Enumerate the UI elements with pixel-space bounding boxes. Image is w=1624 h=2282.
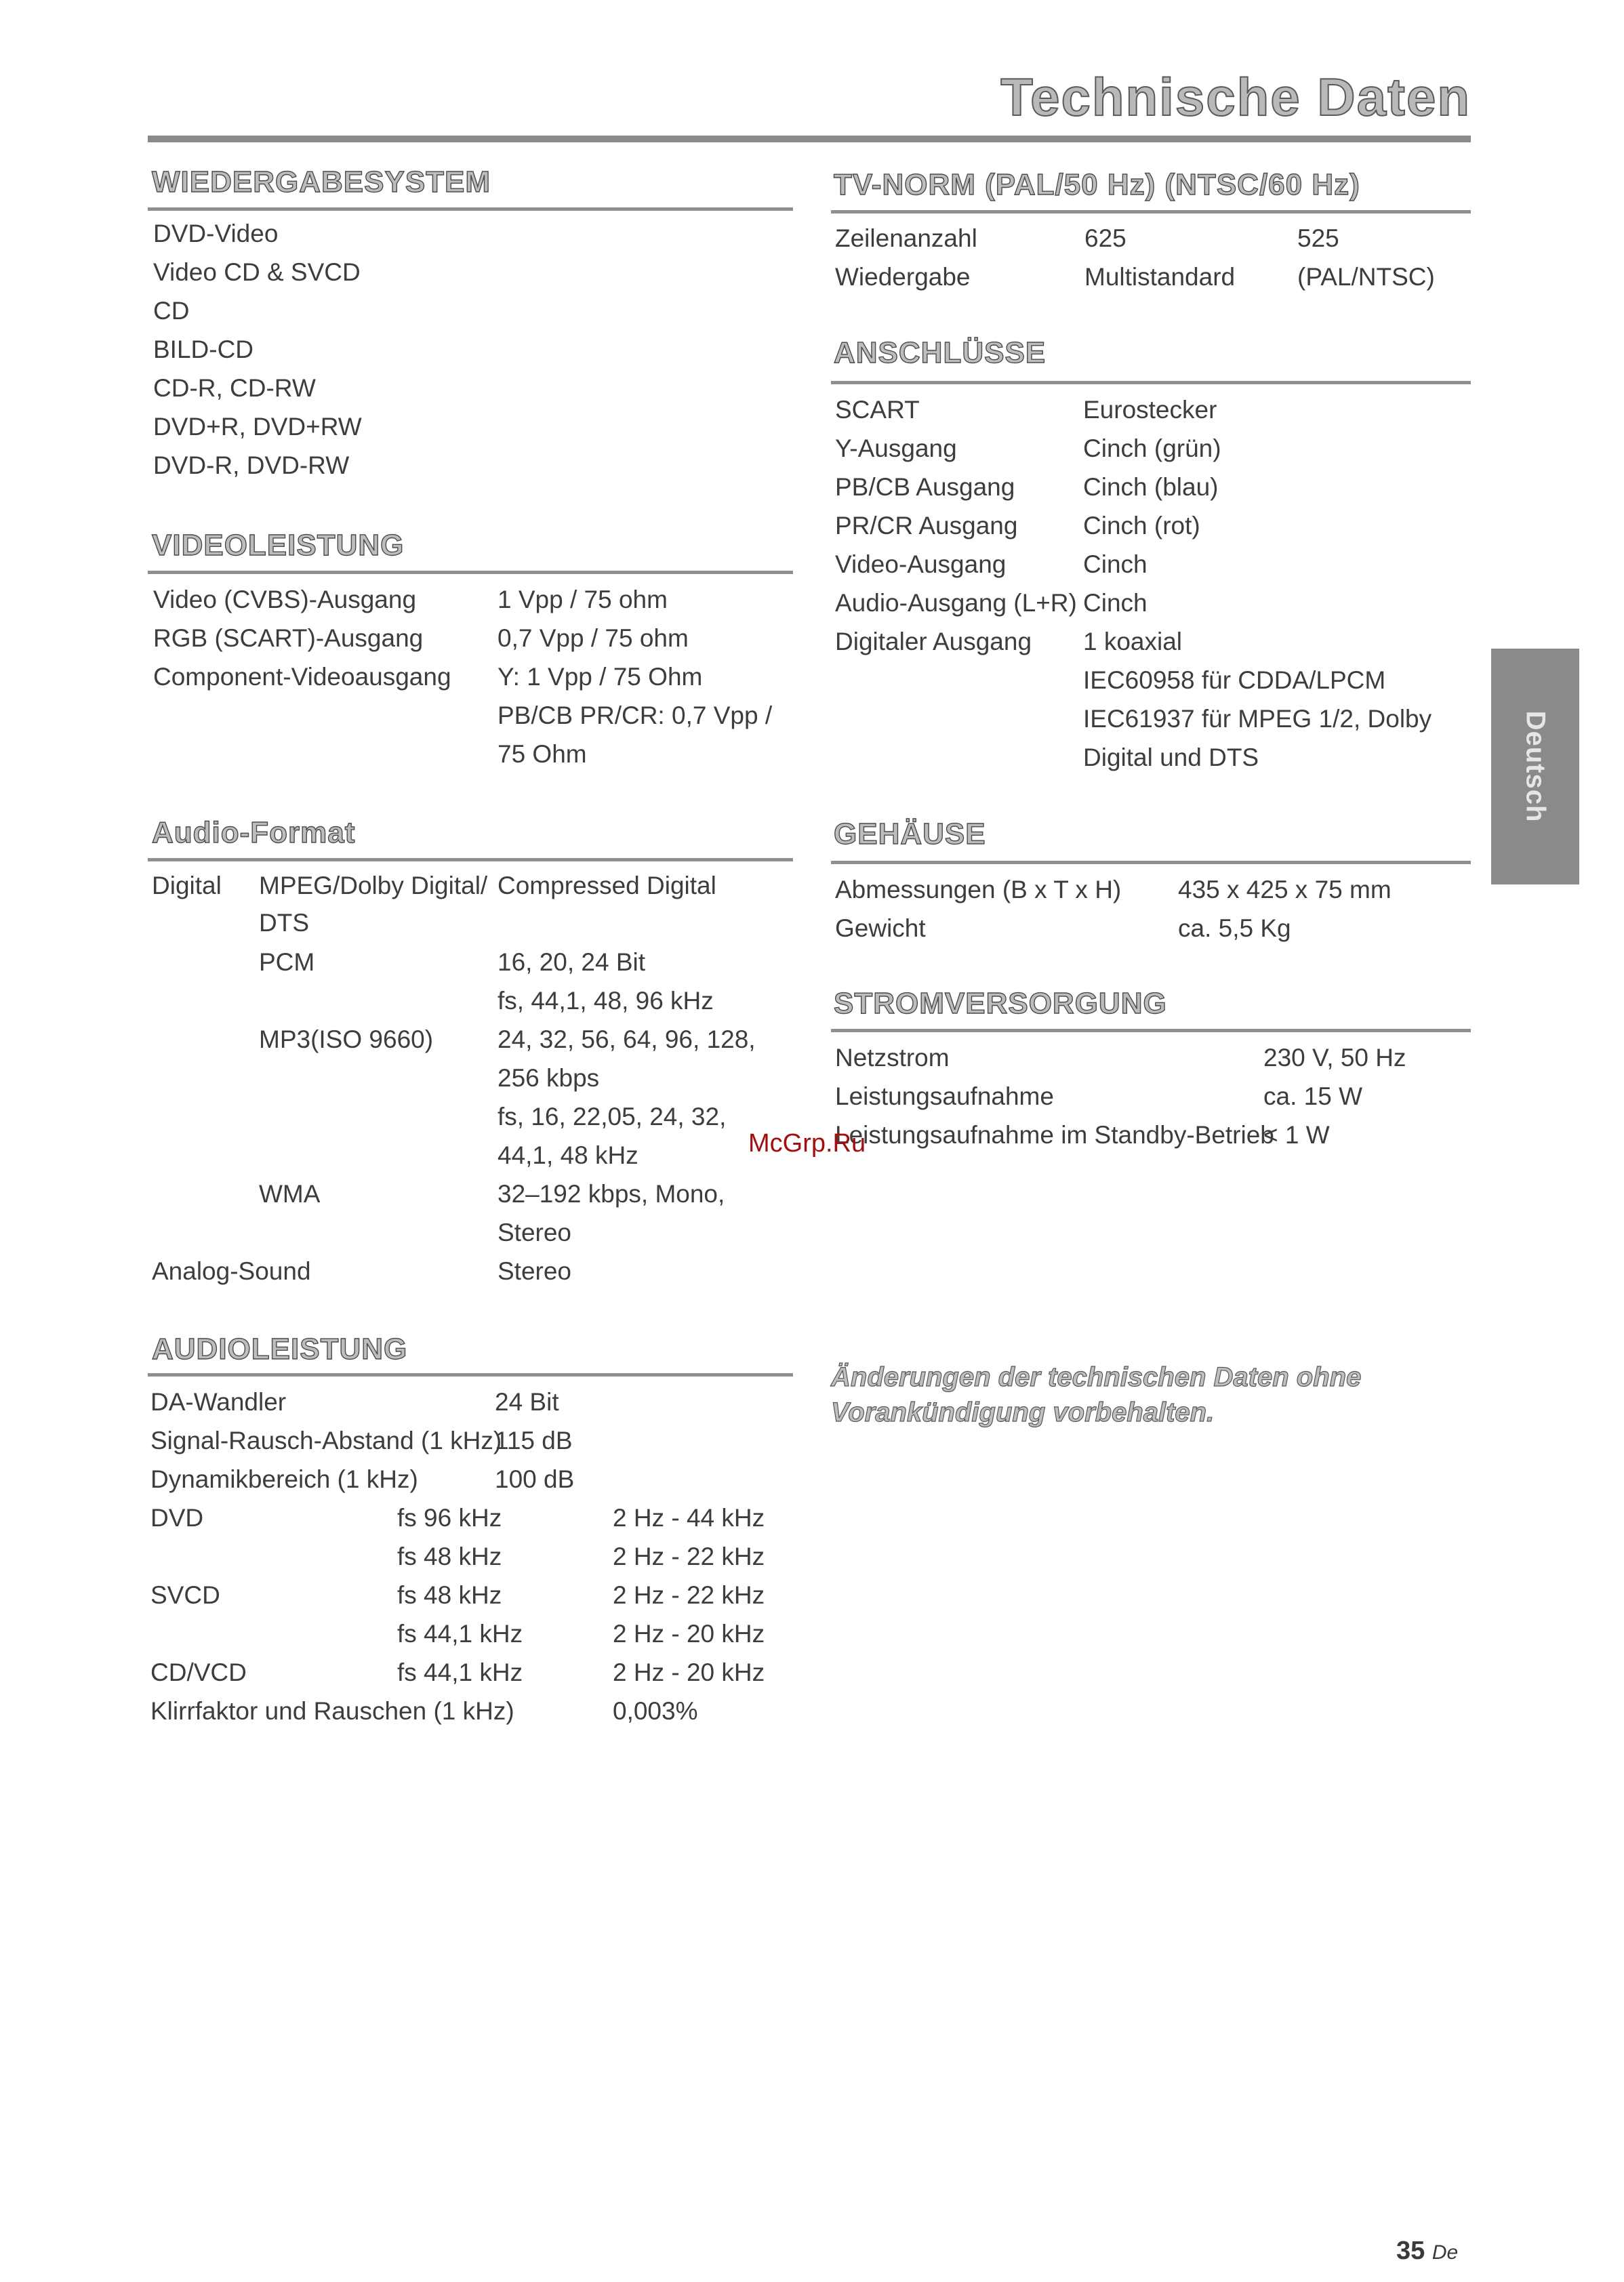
section-title-audioformat: Audio-Format — [152, 816, 356, 849]
audioleistung-a: CD/VCD — [150, 1658, 247, 1686]
change-notice-line1: Änderungen der technischen Daten ohne — [831, 1362, 1362, 1392]
section-rule — [831, 861, 1471, 864]
anschluss-label: SCART — [835, 396, 920, 424]
audioformat-c: 44,1, 48 kHz — [498, 1141, 638, 1169]
video-label: RGB (SCART)-Ausgang — [153, 624, 424, 652]
video-label: Component-Videoausgang — [153, 663, 451, 691]
audioformat-b: PCM — [259, 948, 315, 976]
tvnorm-ntsc: 525 — [1297, 224, 1339, 252]
watermark: McGrp.Ru — [748, 1129, 866, 1158]
section-title-gehaeuse: GEHÄUSE — [834, 817, 986, 851]
audioformat-a: Digital — [152, 872, 222, 899]
audioformat-c: 24, 32, 56, 64, 96, 128, — [498, 1025, 756, 1053]
video-label: Video (CVBS)-Ausgang — [153, 586, 417, 613]
section-rule — [831, 210, 1471, 213]
strom-value: 230 V, 50 Hz — [1263, 1044, 1406, 1072]
change-notice-line2: Vorankündigung vorbehalten. — [831, 1398, 1215, 1427]
audioformat-c: fs, 16, 22,05, 24, 32, — [498, 1103, 727, 1130]
gehaeuse-label: Abmessungen (B x T x H) — [835, 876, 1122, 903]
audioleistung-b: fs 48 kHz — [397, 1581, 502, 1609]
audioleistung-a: Dynamikbereich (1 kHz) — [150, 1465, 418, 1493]
audioleistung-c: 2 Hz - 20 kHz — [613, 1620, 765, 1648]
audioleistung-a: DVD — [150, 1504, 204, 1532]
audioleistung-b: fs 96 kHz — [397, 1504, 502, 1532]
tvnorm-label: Wiedergabe — [835, 263, 971, 291]
strom-value: < 1 W — [1263, 1121, 1330, 1149]
audioformat-c: 256 kbps — [498, 1064, 600, 1092]
section-title-stromversorgung: STROMVERSORGUNG — [834, 987, 1167, 1020]
strom-label: Leistungsaufnahme im Standby-Betrieb — [835, 1121, 1274, 1149]
wiedergabe-item: DVD-R, DVD-RW — [153, 451, 350, 479]
section-title-wiedergabesystem: WIEDERGABESYSTEM — [152, 165, 491, 199]
audioformat-b: DTS — [259, 909, 309, 937]
section-rule — [148, 1373, 793, 1377]
audioleistung-b: 100 dB — [495, 1465, 575, 1493]
audioleistung-b: fs 48 kHz — [397, 1543, 502, 1570]
video-value: 0,7 Vpp / 75 ohm — [498, 624, 689, 652]
section-title-tvnorm: TV-NORM (PAL/50 Hz) (NTSC/60 Hz) — [834, 168, 1360, 201]
anschluss-label: Audio-Ausgang (L+R) — [835, 589, 1077, 617]
audioleistung-a: SVCD — [150, 1581, 220, 1609]
section-rule — [148, 858, 793, 861]
section-rule — [831, 1029, 1471, 1032]
video-value: 75 Ohm — [498, 740, 587, 768]
anschluss-value: IEC61937 für MPEG 1/2, Dolby — [1083, 705, 1432, 733]
wiedergabe-item: DVD+R, DVD+RW — [153, 413, 362, 441]
audioformat-b: MPEG/Dolby Digital/ — [259, 872, 488, 899]
section-title-videoleistung: VIDEOLEISTUNG — [152, 529, 405, 562]
header-rule — [148, 136, 1471, 142]
audioformat-a: Analog-Sound — [152, 1257, 311, 1285]
audioformat-c: Compressed Digital — [498, 872, 716, 899]
audioleistung-c: 2 Hz - 44 kHz — [613, 1504, 765, 1532]
anschluss-value: Cinch (rot) — [1083, 512, 1200, 539]
anschluss-label: Video-Ausgang — [835, 550, 1007, 578]
anschluss-value: Cinch (blau) — [1083, 473, 1219, 501]
page-title: Technische Daten — [1000, 67, 1471, 127]
anschluss-value: 1 koaxial — [1083, 628, 1183, 655]
audioleistung-b: fs 44,1 kHz — [397, 1620, 523, 1648]
audioformat-c: 32–192 kbps, Mono, — [498, 1180, 725, 1208]
anschluss-value: Cinch (grün) — [1083, 434, 1221, 462]
wiedergabe-item: BILD-CD — [153, 335, 254, 363]
audioleistung-b: 115 dB — [495, 1427, 573, 1454]
audioformat-c: fs, 44,1, 48, 96 kHz — [498, 987, 714, 1015]
audioleistung-b: fs 44,1 kHz — [397, 1658, 523, 1686]
audioformat-b: MP3(ISO 9660) — [259, 1025, 434, 1053]
page-language: De — [1432, 2241, 1459, 2264]
video-value: 1 Vpp / 75 ohm — [498, 586, 668, 613]
section-rule — [148, 571, 793, 574]
audioformat-c: 16, 20, 24 Bit — [498, 948, 646, 976]
strom-label: Netzstrom — [835, 1044, 950, 1072]
language-tab — [1491, 649, 1579, 884]
anschluss-label: PB/CB Ausgang — [835, 473, 1015, 501]
wiedergabe-item: CD — [153, 297, 190, 325]
wiedergabe-item: DVD-Video — [153, 220, 279, 247]
audioleistung-c: 0,003% — [613, 1697, 698, 1725]
page-number-value: 35 — [1396, 2237, 1425, 2265]
strom-label: Leistungsaufnahme — [835, 1082, 1054, 1110]
tvnorm-ntsc: (PAL/NTSC) — [1297, 263, 1435, 291]
section-rule — [831, 381, 1471, 384]
anschluss-value: Digital und DTS — [1083, 743, 1259, 771]
audioleistung-a: Signal-Rausch-Abstand (1 kHz) — [150, 1427, 502, 1454]
gehaeuse-value: ca. 5,5 Kg — [1178, 914, 1291, 942]
language-tab-label: Deutsch — [1520, 710, 1551, 823]
audioleistung-b: 24 Bit — [495, 1388, 559, 1416]
audioformat-c: Stereo — [498, 1219, 572, 1246]
audioleistung-c: 2 Hz - 22 kHz — [613, 1581, 765, 1609]
audioleistung-a: Klirrfaktor und Rauschen (1 kHz) — [150, 1697, 514, 1725]
anschluss-value: IEC60958 für CDDA/LPCM — [1083, 666, 1386, 694]
audioleistung-c: 2 Hz - 20 kHz — [613, 1658, 765, 1686]
audioformat-b: WMA — [259, 1180, 321, 1208]
anschluss-value: Cinch — [1083, 550, 1148, 578]
audioformat-c: Stereo — [498, 1257, 572, 1285]
page-number — [1396, 2237, 1458, 2266]
tvnorm-pal: Multistandard — [1084, 263, 1236, 291]
tvnorm-pal: 625 — [1084, 224, 1126, 252]
anschluss-label: Y-Ausgang — [835, 434, 957, 462]
section-title-anschluesse: ANSCHLÜSSE — [834, 336, 1047, 369]
section-title-audioleistung: AUDIOLEISTUNG — [152, 1332, 408, 1366]
audioleistung-a: DA-Wandler — [150, 1388, 287, 1416]
anschluss-value: Cinch — [1083, 589, 1148, 617]
strom-value: ca. 15 W — [1263, 1082, 1362, 1110]
video-value: Y: 1 Vpp / 75 Ohm — [498, 663, 703, 691]
wiedergabe-item: CD-R, CD-RW — [153, 374, 316, 402]
anschluss-label: PR/CR Ausgang — [835, 512, 1018, 539]
gehaeuse-label: Gewicht — [835, 914, 926, 942]
anschluss-label: Digitaler Ausgang — [835, 628, 1032, 655]
anschluss-value: Eurostecker — [1083, 396, 1217, 424]
section-rule — [148, 207, 793, 211]
tvnorm-label: Zeilenanzahl — [835, 224, 977, 252]
video-value: PB/CB PR/CR: 0,7 Vpp / — [498, 701, 773, 729]
audioleistung-c: 2 Hz - 22 kHz — [613, 1543, 765, 1570]
wiedergabe-item: Video CD & SVCD — [153, 258, 361, 286]
gehaeuse-value: 435 x 425 x 75 mm — [1178, 876, 1392, 903]
